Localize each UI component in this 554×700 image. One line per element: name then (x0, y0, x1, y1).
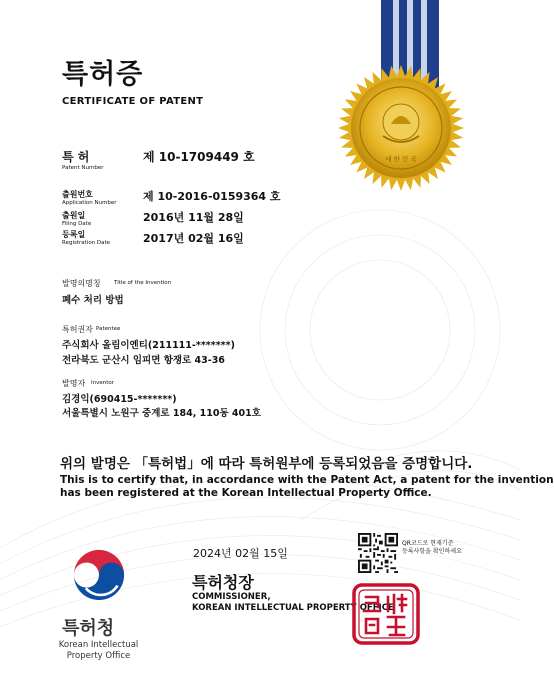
office-name: 특허청 (62, 618, 115, 639)
certificate-subtitle: CERTIFICATE OF PATENT (62, 96, 204, 107)
taegeuk-logo-icon (66, 542, 132, 608)
qr-note (402, 540, 462, 556)
application-number-label-en: Application Number (62, 200, 117, 206)
commissioner-title: 특허청장 (192, 573, 254, 592)
invention-title: 폐수 처리 방법 (62, 295, 124, 306)
official-stamp (352, 583, 420, 645)
application-number-value: 제 10-2016-0159364 호 (143, 190, 281, 203)
inventor-label: 발명자 (62, 379, 86, 388)
patent-number-label-en: Patent Number (62, 165, 104, 171)
filing-date-label-en: Filing Date (62, 221, 92, 227)
invention-label: 발명의명칭 (62, 279, 101, 288)
filing-date-value: 2016년 11월 28일 (143, 211, 244, 224)
patentee-name: 주식회사 올림이엔티(211111-*******) (62, 340, 235, 351)
application-number-label: 출원번호 (62, 190, 93, 199)
qr-note-line1: QR코드로 현재기준 (402, 540, 454, 547)
qr-note-line2: 등록사항을 확인하세요 (402, 548, 462, 555)
invention-label-en: Title of the Invention (114, 280, 172, 286)
certification-text-en-line1: This is to certify that, in accordance with the Patent Act, a patent for the invention (60, 474, 554, 486)
commissioner-title-en-line2: KOREAN INTELLECTUAL PROPERTY OFFICE (192, 602, 394, 613)
filing-date-label: 출원일 (62, 211, 86, 220)
patentee-label: 특허권자 (62, 325, 93, 334)
patent-number-value: 제 10-1709449 호 (143, 150, 255, 164)
registration-date-label-en: Registration Date (62, 240, 111, 246)
registration-date-label: 등록일 (62, 230, 86, 239)
certification-text-en-line2: has been registered at the Korean Intellectual Property Office. (60, 487, 432, 499)
commissioner-title-en-line1: COMMISSIONER, (192, 592, 271, 602)
office-name-en-line2: Property Office (66, 651, 131, 661)
seal-inner-text: 대 한 민 국 (385, 155, 417, 163)
inventor-label-en: Inventor (91, 380, 115, 386)
registration-date-value: 2017년 02월 16일 (143, 232, 244, 245)
office-name-en (56, 640, 141, 662)
qr-code-icon[interactable] (358, 533, 398, 573)
patentee-label-en: Patentee (96, 326, 121, 332)
patent-number-label: 특 허 (62, 150, 90, 164)
inventor-name: 김경익(690415-*******) (62, 394, 177, 405)
certification-text-en (60, 474, 554, 500)
gold-seal-icon (335, 62, 467, 194)
issue-date: 2024년 02월 15일 (193, 547, 288, 560)
certificate-title: 특허증 (62, 59, 144, 90)
office-name-en-line1: Korean Intellectual (58, 640, 139, 650)
certification-text-ko: 위의 발명은 「특허법」에 따라 특허원부에 등록되었음을 증명합니다. (60, 456, 473, 472)
patentee-address: 전라북도 군산시 임피면 항쟁로 43-36 (62, 355, 225, 366)
inventor-address: 서울특별시 노원구 중계로 184, 110동 401호 (62, 408, 261, 419)
